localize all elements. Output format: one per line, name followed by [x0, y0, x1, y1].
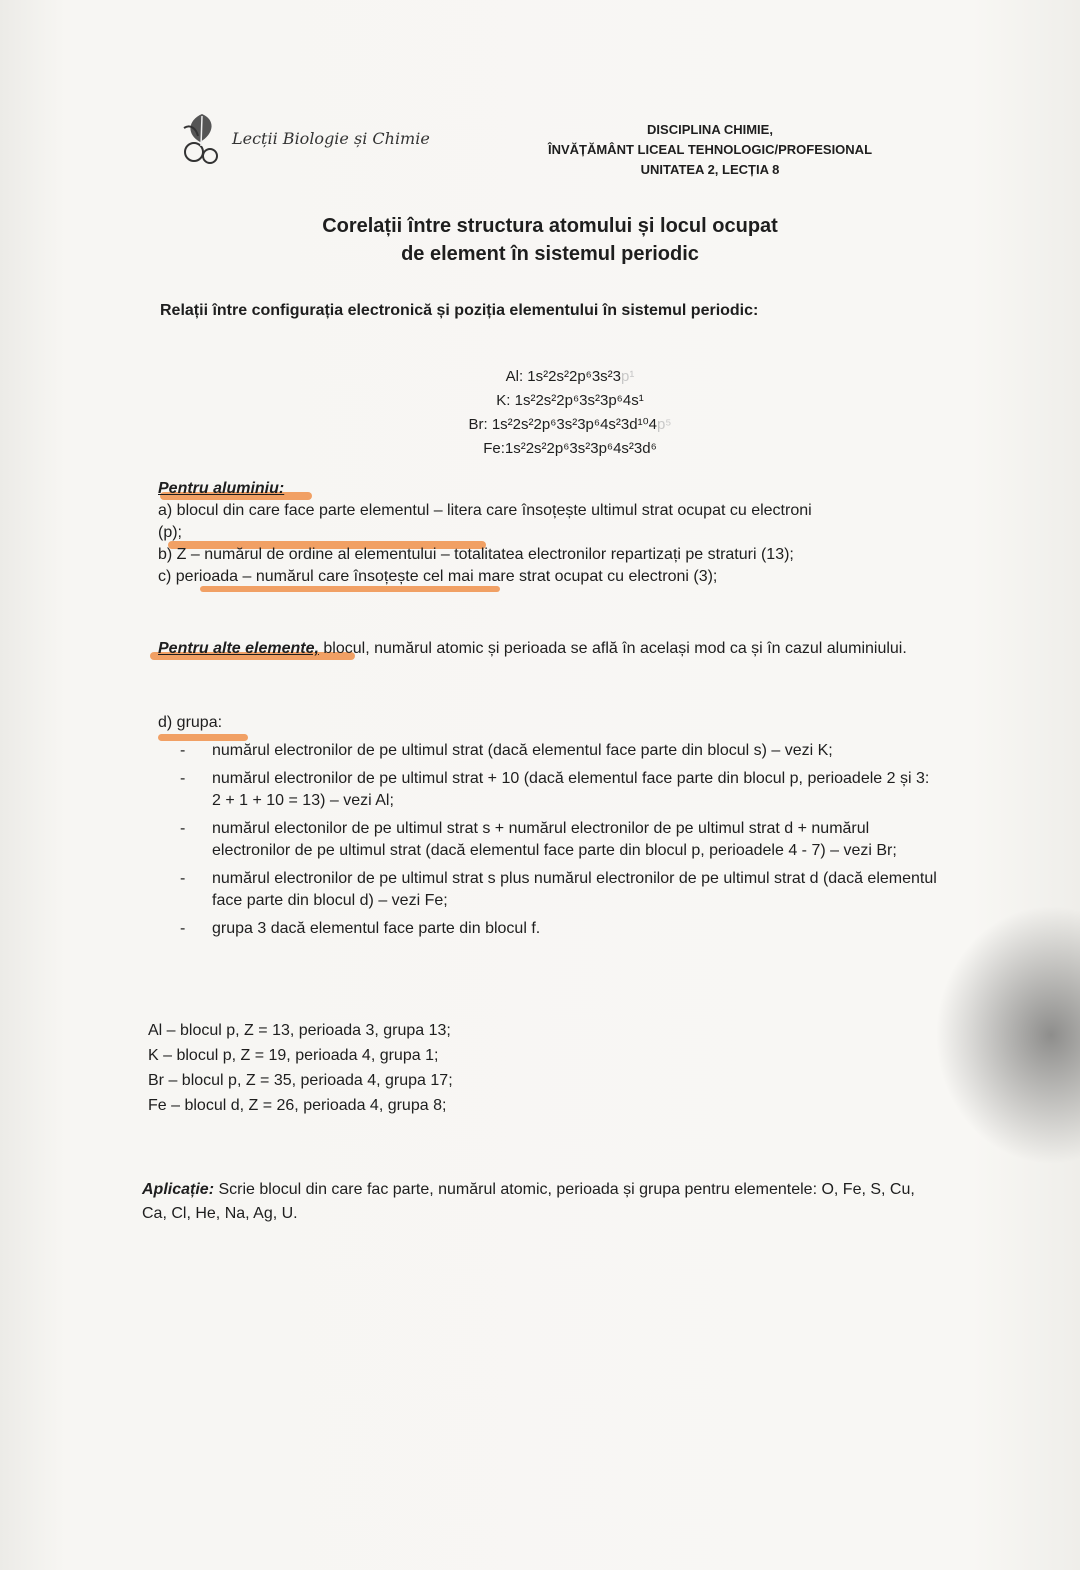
list-item: - numărul electronilor de pe ultimul strat s plus numărul electronilor de pe ultimul strat d (dacă elementul face parte din blocul d) – vezi Fe; [180, 870, 937, 909]
alte-text: blocul, numărul atomic și perioada se află în același mod ca și în cazul aluminiului. [318, 640, 907, 657]
grupa-list [180, 740, 940, 946]
point-c: c) perioada – numărul care însoțește cel mai mare strat ocupat cu electroni (3); [158, 568, 718, 585]
result-al: Al – blocul p, Z = 13, perioada 3, grupa 13; [148, 1022, 451, 1039]
results-list [148, 1018, 453, 1118]
config-br: Br: 1s²2s²2p⁶3s²3p⁶4s²3d¹⁰4p⁵ [468, 416, 672, 433]
aplicatie-exercise [142, 1178, 942, 1226]
logo-text: Lecții Biologie și Chimie [232, 128, 430, 148]
title-line: de element în sistemul periodic [401, 243, 699, 265]
photo-shadow [935, 905, 1080, 1165]
result-k: K – blocul p, Z = 19, perioada 4, grupa 1; [148, 1047, 439, 1064]
discipline-line: ÎNVĂȚĂMÂNT LICEAL TEHNOLOGIC/PROFESIONAL [547, 142, 873, 157]
list-item: - numărul electronilor de pe ultimul strat (dacă elementul face parte din blocul s) – vezi K; [180, 742, 833, 759]
electron-configurations [420, 365, 720, 461]
point-a: a) blocul din care face parte elementul – litera care însoțește ultimul strat ocupat cu electroni [158, 502, 812, 519]
aplicatie-text: Scrie blocul din care fac parte, numărul atomic, perioada și grupa pentru elementele: O, Fe, S, Cu, Ca, Cl, He, Na, Ag, U. [142, 1181, 915, 1222]
alte-heading: Pentru alte elemente, [158, 640, 319, 657]
list-item: - grupa 3 dacă elementul face parte din blocul f. [180, 920, 541, 937]
result-br: Br – blocul p, Z = 35, perioada 4, grupa 17; [148, 1072, 453, 1089]
result-fe: Fe – blocul d, Z = 26, perioada 4, grupa 8; [148, 1097, 447, 1114]
list-item: - numărul electonilor de pe ultimul strat s + numărul electronilor de pe ultimul strat d + numărul electronilor de pe ultimul strat (dacă elementul face parte din blocul p, perioadele 4 - 7) – vezi Br; [180, 820, 897, 859]
title-line: Corelații între structura atomului și locul ocupat [322, 215, 778, 237]
document-header [180, 110, 900, 180]
aluminiu-heading: Pentru aluminiu: [158, 480, 285, 497]
config-k: K: 1s²2s²2p⁶3s²3p⁶4s¹ [496, 392, 644, 409]
grupa-label: d) grupa: [158, 714, 223, 731]
point-b: b) Z – numărul de ordine al elementului – totalitatea electronilor repartizați pe straturi (13); [158, 546, 794, 563]
discipline-block [520, 120, 900, 180]
alte-elemente-section [158, 638, 948, 660]
discipline-line: DISCIPLINA CHIMIE, [647, 122, 773, 137]
config-fe: Fe:1s²2s²2p⁶3s²3p⁶4s²3d⁶ [483, 440, 657, 457]
logo [180, 110, 430, 166]
discipline-line: UNITATEA 2, LECȚIA 8 [640, 162, 780, 177]
point-a-end: (p); [158, 524, 182, 541]
config-al: Al: 1s²2s²2p⁶3s²3p¹ [505, 368, 635, 385]
leaf-logo-icon [180, 110, 224, 166]
lesson-title [200, 212, 900, 268]
aplicatie-label: Aplicație: [142, 1181, 215, 1198]
aluminiu-section [158, 478, 948, 588]
section-subtitle: Relații între configurația electronică și poziția elementului în sistemul periodic: [160, 302, 759, 319]
list-item: - numărul electronilor de pe ultimul strat + 10 (dacă elementul face parte din blocul p, perioadele 2 și 3: 2 + 1 + 10 = 13) – vezi Al; [180, 770, 930, 809]
